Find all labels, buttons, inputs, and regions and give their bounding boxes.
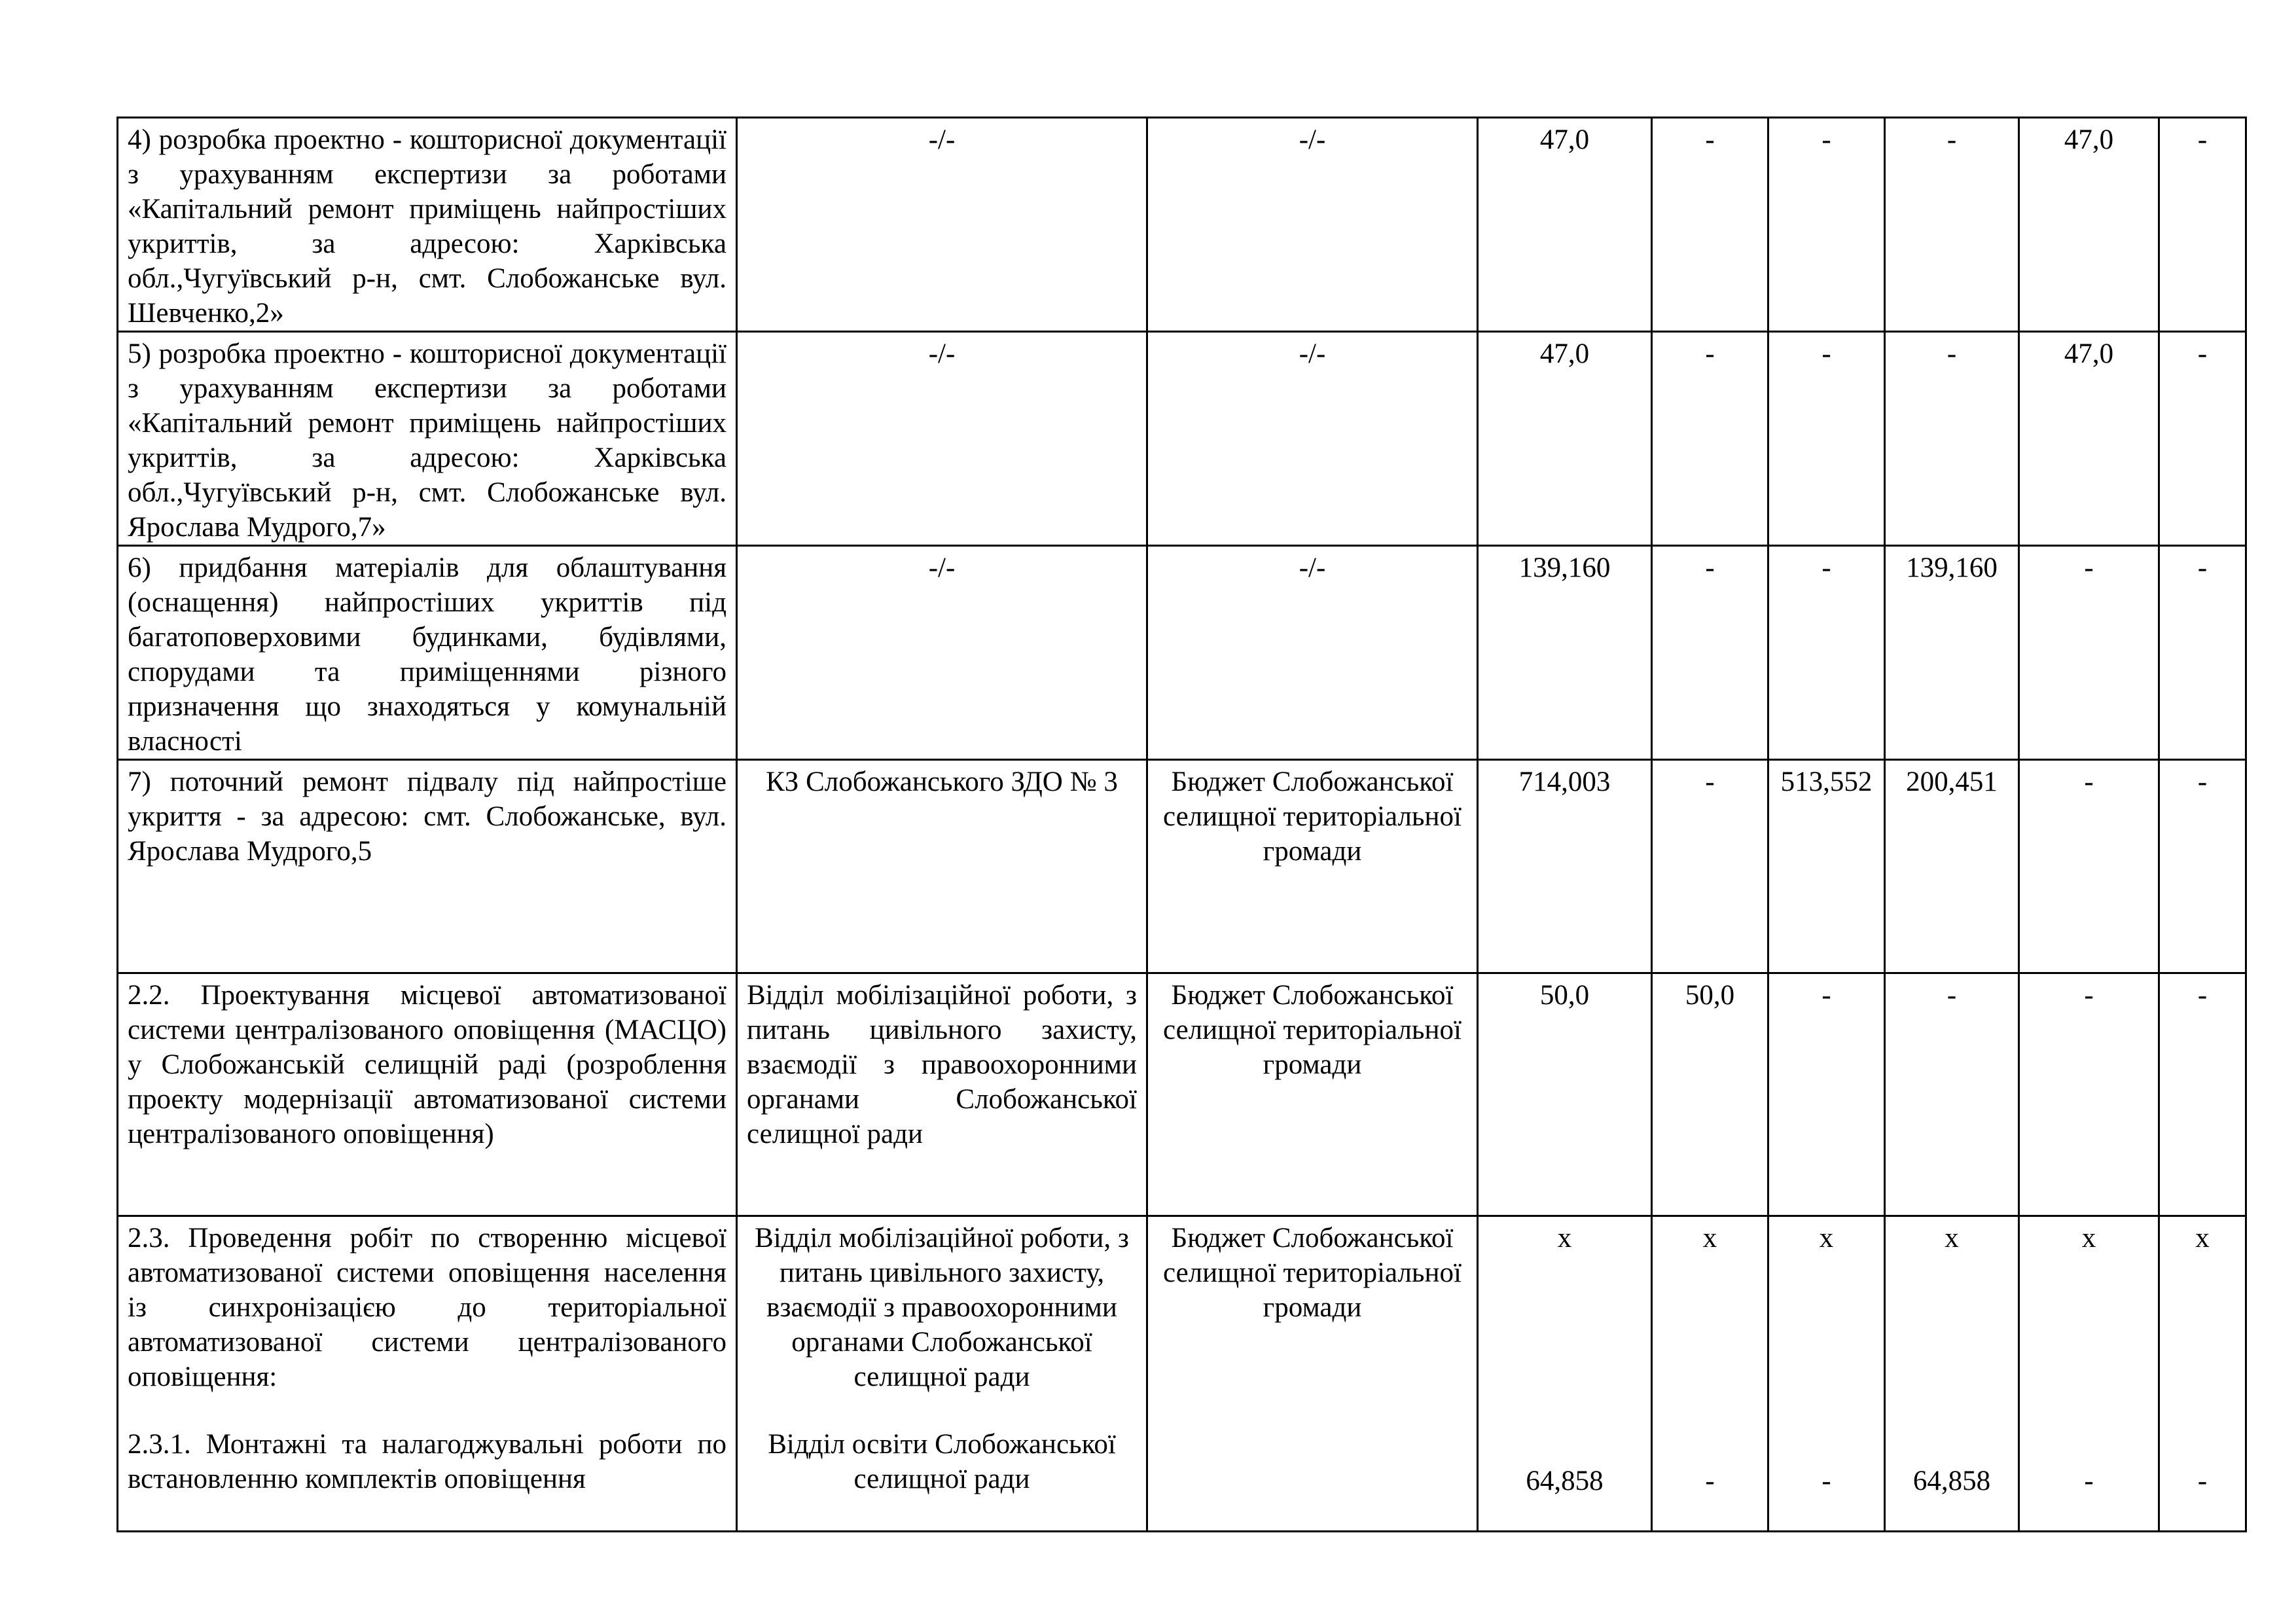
executor-cell: Відділ мобілізаційної роботи, з питань цивільного захисту, взаємодії з правоохоронними органами Слобожанської селищної ради Відділ освіти Слобожанської селищної ради xyxy=(737,1216,1147,1532)
measure-description: 5) розробка проектно - кошторисної документації з урахуванням експертизи за роботами «Капітальний ремонт приміщень найпростіших укриттів, за адресою: Харківська обл.,Чугуївський р-н, смт. Слобожанське вул. Ярослава Мудрого,7» xyxy=(118,332,737,546)
year-1-cell: 50,0 xyxy=(1652,973,1768,1216)
year-5-cell: - xyxy=(2159,973,2246,1216)
year-1-cell: - xyxy=(1652,546,1768,760)
year-5-cell: - xyxy=(2159,332,2246,546)
year-2-cell: - xyxy=(1768,546,1885,760)
year-2-cell: 513,552 xyxy=(1768,760,1885,973)
table-row xyxy=(118,973,2246,1216)
year-3-cell: 200,451 xyxy=(1885,760,2019,973)
year-4-cell: - xyxy=(2019,546,2159,760)
sub-measure-description: 2.3.1. Монтажні та налагоджувальні роботи по встановленню комплектів оповіщення xyxy=(128,1429,726,1494)
measure-description: 2.3. Проведення робіт по створенню місцевої автоматизованої системи оповіщення населення із синхронізацією до територіальної автоматизованої системи централізованого оповіщення: 2.3.1. Монтажні та налагоджувальні роботи по встановленню комплектів оповіщення xyxy=(118,1216,737,1532)
funding-source-cell: -/- xyxy=(1147,546,1478,760)
year-5-cell: х - xyxy=(2159,1216,2246,1532)
year-2-cell: - xyxy=(1768,118,1885,332)
table-row xyxy=(118,1216,2246,1532)
year-2-cell: х - xyxy=(1768,1216,1885,1532)
program-table xyxy=(117,117,2247,1532)
year-1-cell: - xyxy=(1652,118,1768,332)
funding-source-cell: -/- xyxy=(1147,332,1478,546)
year-5-cell: - xyxy=(2159,760,2246,973)
funding-source-cell: -/- xyxy=(1147,118,1478,332)
total-cell: 139,160 xyxy=(1478,546,1652,760)
year-3-cell: - xyxy=(1885,973,2019,1216)
measure-description: 6) придбання матеріалів для облаштування (оснащення) найпростіших укриттів під багатоповерховими будинками, будівлями, спорудами та приміщеннями різного призначення що знаходяться у комунальній власності xyxy=(118,546,737,760)
total-cell: 47,0 xyxy=(1478,332,1652,546)
funding-source-cell: Бюджет Слобожанської селищної територіальної громади xyxy=(1147,1216,1478,1532)
funding-source-cell: Бюджет Слобожанської селищної територіальної громади xyxy=(1147,973,1478,1216)
measure-description: 7) поточний ремонт підвалу під найпростіше укриття - за адресою: смт. Слобожанське, вул. Ярослава Мудрого,5 xyxy=(118,760,737,973)
year-3-cell: - xyxy=(1885,118,2019,332)
total-cell: 714,003 xyxy=(1478,760,1652,973)
executor-cell: -/- xyxy=(737,118,1147,332)
measure-description: 2.2. Проектування місцевої автоматизованої системи централізованого оповіщення (МАСЦО) у Слобожанській селищній раді (розроблення проекту модернізації автоматизованої системи централізованого оповіщення) xyxy=(118,973,737,1216)
year-4-cell: - xyxy=(2019,973,2159,1216)
funding-source-cell: Бюджет Слобожанської селищної територіальної громади xyxy=(1147,760,1478,973)
year-2-cell: - xyxy=(1768,973,1885,1216)
executor-cell: Відділ мобілізаційної роботи, з питань цивільного захисту, взаємодії з правоохоронними органами Слобожанської селищної ради xyxy=(737,973,1147,1216)
executor-cell: -/- xyxy=(737,546,1147,760)
year-1-cell: - xyxy=(1652,760,1768,973)
year-4-cell: 47,0 xyxy=(2019,118,2159,332)
year-3-cell: 139,160 xyxy=(1885,546,2019,760)
table-row xyxy=(118,760,2246,973)
table-row xyxy=(118,118,2246,332)
sub-executor: Відділ освіти Слобожанської селищної ради xyxy=(768,1429,1116,1494)
year-1-cell: х - xyxy=(1652,1216,1768,1532)
year-4-cell: - xyxy=(2019,760,2159,973)
year-4-cell: х - xyxy=(2019,1216,2159,1532)
table-row xyxy=(118,332,2246,546)
executor-cell: -/- xyxy=(737,332,1147,546)
year-4-cell: 47,0 xyxy=(2019,332,2159,546)
year-1-cell: - xyxy=(1652,332,1768,546)
year-3-cell: х 64,858 xyxy=(1885,1216,2019,1532)
year-5-cell: - xyxy=(2159,118,2246,332)
total-cell: 50,0 xyxy=(1478,973,1652,1216)
total-cell: 47,0 xyxy=(1478,118,1652,332)
year-3-cell: - xyxy=(1885,332,2019,546)
executor-cell: КЗ Слобожанського ЗДО № 3 xyxy=(737,760,1147,973)
sub-total: 64,858 xyxy=(1526,1466,1604,1496)
year-2-cell: - xyxy=(1768,332,1885,546)
table-row xyxy=(118,546,2246,760)
total-cell: х 64,858 xyxy=(1478,1216,1652,1532)
measure-description: 4) розробка проектно - кошторисної документації з урахуванням експертизи за роботами «Капітальний ремонт приміщень найпростіших укриттів, за адресою: Харківська обл.,Чугуївський р-н, смт. Слобожанське вул. Шевченко,2» xyxy=(118,118,737,332)
year-5-cell: - xyxy=(2159,546,2246,760)
